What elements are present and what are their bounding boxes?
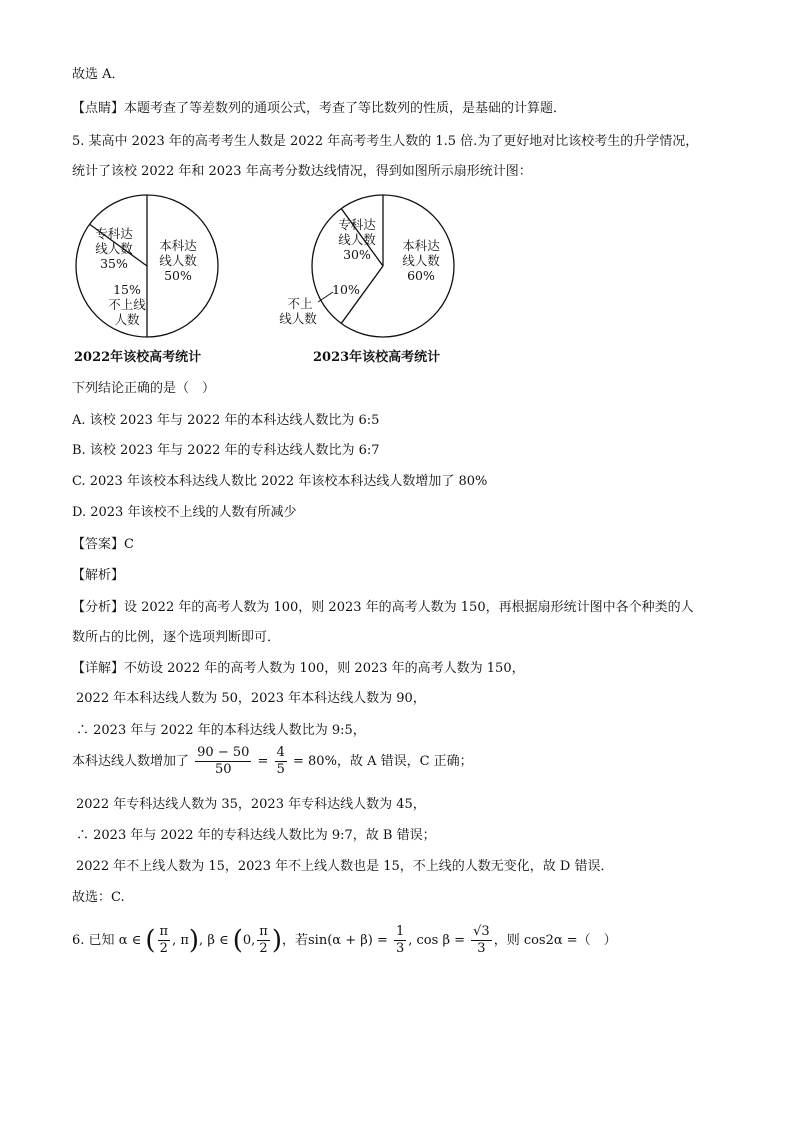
q6-cos-expr: , cos β =: [408, 933, 465, 948]
pie-label-本科达线人数: 60%: [407, 268, 435, 283]
q6-tail: ，则 cos2α =（ ）: [493, 933, 617, 948]
q6-beta-in: β ∈: [207, 933, 229, 948]
pie-label-不上线人数: 10%: [332, 282, 360, 297]
pie-label-本科达线人数: 线人数: [402, 253, 440, 268]
q5-detail-line2: 2022 年本科达线人数为 50，2023 年本科达线人数为 90，: [76, 691, 426, 706]
prev-choose: 故选 A．: [72, 67, 125, 82]
q5-stem-line1: 5. 某高中 2023 年的高考考生人数是 2022 年高考考生人数的 1.5 倍.为了更好地对比该校考生的升学情况，: [72, 134, 699, 149]
q6-prefix: 6. 已知: [72, 933, 115, 948]
fraction-4-over-5: [275, 745, 287, 778]
chart-title-2022: 2022年该校高考统计: [74, 350, 202, 365]
fraction-denominator: 2: [159, 941, 168, 956]
q6-zero: 0,: [242, 933, 256, 948]
q5-detail-line4-post: = 80%，故 A 错误，C 正确；: [293, 754, 473, 769]
fraction-sqrt3-over-3: [471, 924, 492, 957]
fraction-numerator: 90 − 50: [197, 745, 250, 760]
fraction-numerator: 1: [395, 924, 405, 939]
left-paren: (: [232, 925, 243, 956]
q6-if: ，若: [282, 933, 309, 948]
fraction-numerator: √3: [473, 924, 490, 939]
q5-analysis-head: 【解析】: [72, 568, 125, 583]
q6-sin-expr: sin(α + β) =: [308, 933, 388, 948]
fraction-denominator: 2: [259, 941, 268, 956]
left-paren: (: [145, 925, 156, 956]
pie-label-专科达线人数: 35%: [100, 256, 128, 271]
pie-label-专科达线人数: 线人数: [95, 241, 133, 256]
pie-label-专科达线人数: 专科达: [338, 217, 376, 232]
fraction-denominator: 50: [215, 762, 232, 777]
q5-stem-line2: 统计了该校 2022 年和 2023 年高考分数达线情况，得到如图所示扇形统计图：: [72, 164, 532, 179]
q5-detail-line3: ∴ 2023 年与 2022 年的本科达线人数比为 9:5，: [76, 723, 366, 738]
q6-alpha-rest: , π: [172, 933, 189, 948]
q6-stem: 6. 已知 α ∈ ( $\frac{\pi}{2}$ , π), β ∈ (0, $\frac{\pi}{2}$ )，若sin(α + β) = $\frac{1}{3}$ , cos β = $\frac{√3}{3}$ ，则 cos2α =（ ）: [72, 924, 617, 956]
fraction-denominator: 3: [395, 941, 405, 956]
q6-alpha-in: α ∈: [118, 933, 142, 948]
q5-question: 下列结论正确的是（ ）: [72, 381, 216, 396]
fraction-numerator: π: [259, 924, 268, 939]
pie-label-专科达线人数: 30%: [343, 247, 371, 262]
q5-option-b: B. 该校 2023 年与 2022 年的专科达线人数比为 6:7: [72, 443, 380, 458]
q5-detail-line5: 2022 年专科达线人数为 35，2023 年专科达线人数为 45，: [76, 797, 426, 812]
leader-line: [318, 292, 333, 302]
q5-analysis-line1: 【分析】设 2022 年的高考人数为 100，则 2023 年的高考人数为 150，再根据扇形统计图中各个种类的人: [72, 600, 694, 615]
right-paren: ): [188, 925, 200, 956]
fraction-numerator: π: [159, 924, 169, 939]
pie-label-本科达线人数: 本科达: [402, 238, 440, 253]
pie-label-本科达线人数: 50%: [164, 268, 192, 283]
fraction-pi-over-2: [257, 924, 270, 957]
prev-comment: 【点睛】本题考查了等差数列的通项公式，考查了等比数列的性质，是基础的计算题．: [72, 101, 567, 116]
right-paren: ): [271, 925, 282, 956]
pie-label-本科达线人数: 本科达: [159, 238, 197, 253]
pie-label-本科达线人数: 线人数: [159, 253, 197, 268]
q5-option-d: D. 2023 年该校不上线的人数有所减少: [72, 505, 297, 520]
fraction-pi-over-2: [158, 924, 171, 957]
pie-label-不上线人数: 线人数: [279, 311, 317, 326]
fraction-denominator: 3: [477, 941, 486, 956]
pie-label-专科达线人数: 专科达: [95, 226, 133, 241]
q5-choose: 故选：C.: [72, 890, 125, 905]
q5-option-c: C. 2023 年该校本科达线人数比 2022 年该校本科达线人数增加了 80%: [72, 474, 488, 489]
pie-label-不上线人数: 不上线: [108, 297, 146, 312]
pie-label-不上线人数: 15%: [113, 282, 141, 297]
q5-detail-line1: 【详解】不妨设 2022 年的高考人数为 100，则 2023 年的高考人数为 150，: [72, 661, 525, 676]
q5-detail-line4-pre: 本科达线人数增加了: [72, 754, 190, 769]
equals-sign: =: [257, 754, 269, 769]
q5-analysis-line2: 数所占的比例，逐个选项判断即可．: [72, 630, 281, 645]
q5-answer: 【答案】C: [72, 537, 134, 552]
pie-label-不上线人数: 人数: [114, 312, 140, 327]
q5-detail-line7: 2022 年不上线人数为 15，2023 年不上线人数也是 15，不上线的人数无变化，故 D 错误．: [76, 859, 614, 874]
q5-option-a: A. 该校 2023 年与 2022 年的本科达线人数比为 6:5: [72, 413, 380, 428]
fraction-90-50-over-50: [195, 745, 251, 778]
q5-detail-line4: [72, 745, 473, 778]
fraction-1-over-3: [394, 924, 406, 957]
fraction-denominator: 5: [276, 762, 285, 777]
pie-label-专科达线人数: 线人数: [338, 232, 376, 247]
fraction-numerator: 4: [276, 745, 285, 760]
pie-label-不上线人数: 不上: [287, 296, 313, 311]
q5-detail-line6: ∴ 2023 年与 2022 年的专科达线人数比为 9:7，故 B 错误；: [76, 828, 436, 843]
chart-title-2023: 2023年该校高考统计: [313, 350, 441, 365]
